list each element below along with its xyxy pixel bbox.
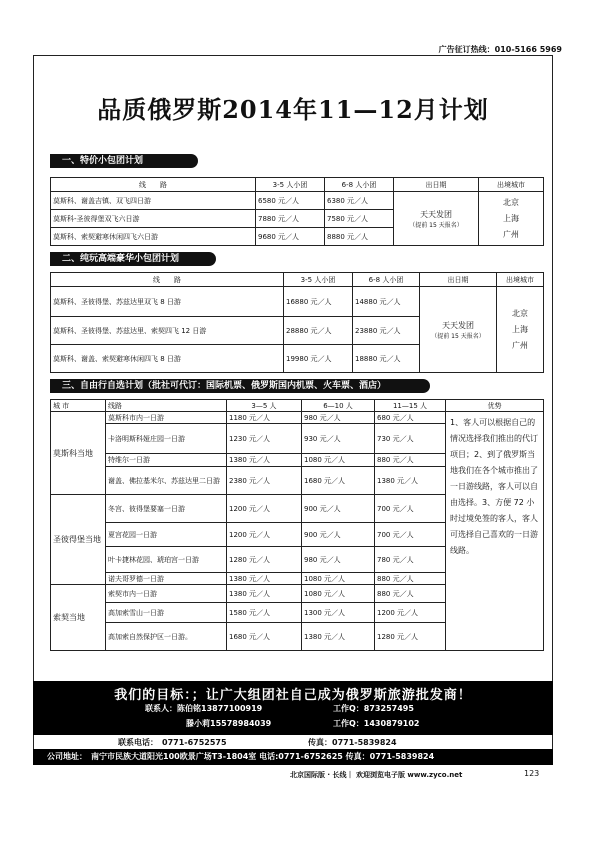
header-date: 出日期 (420, 273, 497, 287)
table-cell-price: 1380 元／人 (227, 573, 302, 585)
table-cell-price: 7580 元／人 (325, 210, 394, 228)
table-cell-price: 18880 元／人 (353, 345, 420, 373)
table-cell-price: 1200 元／人 (227, 495, 302, 523)
table-cell-route: 夏宫花园一日游 (106, 523, 227, 547)
table-cell-price: 28880 元／人 (284, 317, 353, 345)
ad-hotline: 广告征订热线：010-5166 5969 (438, 45, 562, 54)
table-cell-price: 700 元／人 (375, 495, 446, 523)
header-date: 出日期 (394, 178, 479, 192)
table-cell-route: 冬宫、彼得堡要塞一日游 (106, 495, 227, 523)
table-cell-price: 6380 元／人 (325, 192, 394, 210)
table-cell-price: 1300 元／人 (302, 603, 375, 623)
table-cell-price: 1280 元／人 (375, 623, 446, 651)
date-main: 天天发团 (442, 320, 474, 330)
contact-qq-2: 工作Q：1430879102 (333, 719, 420, 728)
table-cell-price: 980 元／人 (302, 412, 375, 424)
table-cell-price: 680 元／人 (375, 412, 446, 424)
contact-fax: 传真：0771-5839824 (308, 738, 397, 747)
table-cell-price: 19980 元／人 (284, 345, 353, 373)
table-cell-price: 1230 元／人 (227, 424, 302, 454)
date-note: （提前 15 天报名） (409, 221, 463, 229)
table-cell-price: 16880 元／人 (284, 287, 353, 317)
contact-phone: 联系电话： 0771-6752575 (118, 738, 227, 747)
table-cell-route: 莫斯科、谢盖、索契避寒休闲四飞 8 日游 (51, 345, 284, 373)
table-cell-price: 900 元／人 (302, 523, 375, 547)
table-cell-route: 特维尔一日游 (106, 454, 227, 467)
header-route: 线 路 (51, 178, 256, 192)
table-cell-price: 980 元／人 (302, 547, 375, 573)
table-cell-price: 880 元／人 (375, 573, 446, 585)
table-cell-price: 930 元／人 (302, 424, 375, 454)
page-number: 123 (524, 769, 540, 778)
section1-table (50, 177, 544, 246)
header-medium-group: 6-8 人小团 (325, 178, 394, 192)
table-cell-price: 1380 元／人 (227, 454, 302, 467)
header-large-group: 11—15 人 (375, 400, 446, 412)
table-cell-price: 6580 元／人 (256, 192, 325, 210)
date-main: 天天发团 (420, 209, 452, 219)
table-cell-route: 索契市内一日游 (106, 585, 227, 603)
table-cell-route: 谢盖、佛拉基米尔、苏兹达里二日游 (106, 467, 227, 495)
table-cell-price: 1680 元／人 (302, 467, 375, 495)
contact-person-2: 滕小莉15578984039 (186, 719, 272, 728)
advantage-cell: 1、客人可以根据自己的情况选择我们推出的代订项目；2、到了俄罗斯当地我们在各个城市推出了一日游线路，客人可以自由选择。3、方便 72 小时过境免签的客人，客人可选择自己喜欢的一日游线路。 (446, 412, 544, 651)
city-cell: 莫斯科当地 (51, 412, 106, 495)
header-small-group: 3-5 人小团 (256, 178, 325, 192)
city-item: 广州 (503, 229, 519, 239)
table-cell-price: 1080 元／人 (302, 573, 375, 585)
city-cell (497, 287, 544, 373)
table-cell-price: 1200 元／人 (375, 603, 446, 623)
header-medium-group: 6—10 人 (302, 400, 375, 412)
footer-text: 北京国际版 · 长线｜ 欢迎浏览电子版 www.zyco.net (290, 771, 463, 779)
contact-qq-1: 工作Q：873257495 (333, 704, 414, 713)
date-cell (420, 287, 497, 373)
date-note: （提前 15 天报名） (431, 332, 485, 340)
table-cell-price: 14880 元／人 (353, 287, 420, 317)
contact-person-1: 联系人：陈伯铭13877100919 (145, 704, 263, 713)
header-route: 线 路 (51, 273, 284, 287)
section2-banner: 二、纯玩高端豪华小包团计划 (50, 252, 216, 266)
table-cell-route: 莫斯科、索契避寒休闲四飞六日游 (51, 228, 256, 246)
header-city: 出境城市 (479, 178, 544, 192)
table-cell-price: 7880 元／人 (256, 210, 325, 228)
header-small-group: 3—5 人 (227, 400, 302, 412)
table-cell-route: 诺夫哥罗德一日游 (106, 573, 227, 585)
table-cell-price: 780 元／人 (375, 547, 446, 573)
table-cell-price: 23880 元／人 (353, 317, 420, 345)
city-cell (479, 192, 544, 246)
city-cell: 圣彼得堡当地 (51, 495, 106, 585)
goal-box (33, 681, 553, 735)
table-cell-price: 1180 元／人 (227, 412, 302, 424)
section3-banner: 三、自由行自选计划（批社可代订：国际机票、俄罗斯国内机票、火车票、酒店） (50, 379, 430, 393)
table-cell-price: 1280 元／人 (227, 547, 302, 573)
date-cell (394, 192, 479, 246)
table-cell-price: 1080 元／人 (302, 585, 375, 603)
table-cell-route: 卡洛明斯科娅庄园一日游 (106, 424, 227, 454)
section1-banner: 一、特价小包团计划 (50, 154, 198, 168)
table-cell-price: 1580 元／人 (227, 603, 302, 623)
header-city: 出境城市 (497, 273, 544, 287)
header-small-group: 3-5 人小团 (284, 273, 353, 287)
table-cell-price: 1200 元／人 (227, 523, 302, 547)
header-advantage: 优势 (446, 400, 544, 412)
table-cell-route: 莫斯科市内一日游 (106, 412, 227, 424)
table-cell-route: 莫斯科、圣彼得堡、苏兹达里双飞 8 日游 (51, 287, 284, 317)
table-cell-price: 880 元／人 (375, 585, 446, 603)
table-cell-route: 莫斯科、圣彼得堡、苏兹达里、索契四飞 12 日游 (51, 317, 284, 345)
table-cell-price: 9680 元／人 (256, 228, 325, 246)
city-item: 上海 (503, 213, 519, 223)
section2-table (50, 272, 544, 373)
company-address: 公司地址： 南宁市民族大道阳光100欧景广场T3-1804室 电话:0771-6752625 传真：0771-5839824 (33, 749, 553, 765)
goal-slogan: 我们的目标：；让广大组团社自己成为俄罗斯旅游批发商！ (114, 688, 472, 703)
table-cell-price: 700 元／人 (375, 523, 446, 547)
table-cell-price: 900 元／人 (302, 495, 375, 523)
header-city: 城 市 (51, 400, 106, 412)
table-cell-route: 高加索雪山一日游 (106, 603, 227, 623)
section3-table (50, 399, 544, 651)
table-cell-price: 2380 元／人 (227, 467, 302, 495)
table-cell-route: 高加索自然保护区一日游。 (106, 623, 227, 651)
table-cell-price: 1380 元／人 (227, 585, 302, 603)
table-cell-price: 730 元／人 (375, 424, 446, 454)
header-medium-group: 6-8 人小团 (353, 273, 420, 287)
city-item: 北京 (503, 197, 519, 207)
table-cell-route: 莫斯科-圣彼得堡双飞六日游 (51, 210, 256, 228)
table-cell-price: 8880 元／人 (325, 228, 394, 246)
table-cell-price: 1080 元／人 (302, 454, 375, 467)
city-item: 上海 (512, 324, 528, 334)
table-cell-price: 880 元／人 (375, 454, 446, 467)
city-cell: 索契当地 (51, 585, 106, 651)
table-cell-price: 1380 元／人 (375, 467, 446, 495)
table-cell-route: 叶卡捷林花园、琥珀宫一日游 (106, 547, 227, 573)
page-title: 品质俄罗斯2014年11—12月计划 (97, 95, 489, 124)
table-cell-route: 莫斯科、谢盖吉镇、双飞四日游 (51, 192, 256, 210)
table-cell-price: 1680 元／人 (227, 623, 302, 651)
city-item: 北京 (512, 308, 528, 318)
header-route: 线路 (106, 400, 227, 412)
table-cell-price: 1380 元／人 (302, 623, 375, 651)
city-item: 广州 (512, 340, 528, 350)
